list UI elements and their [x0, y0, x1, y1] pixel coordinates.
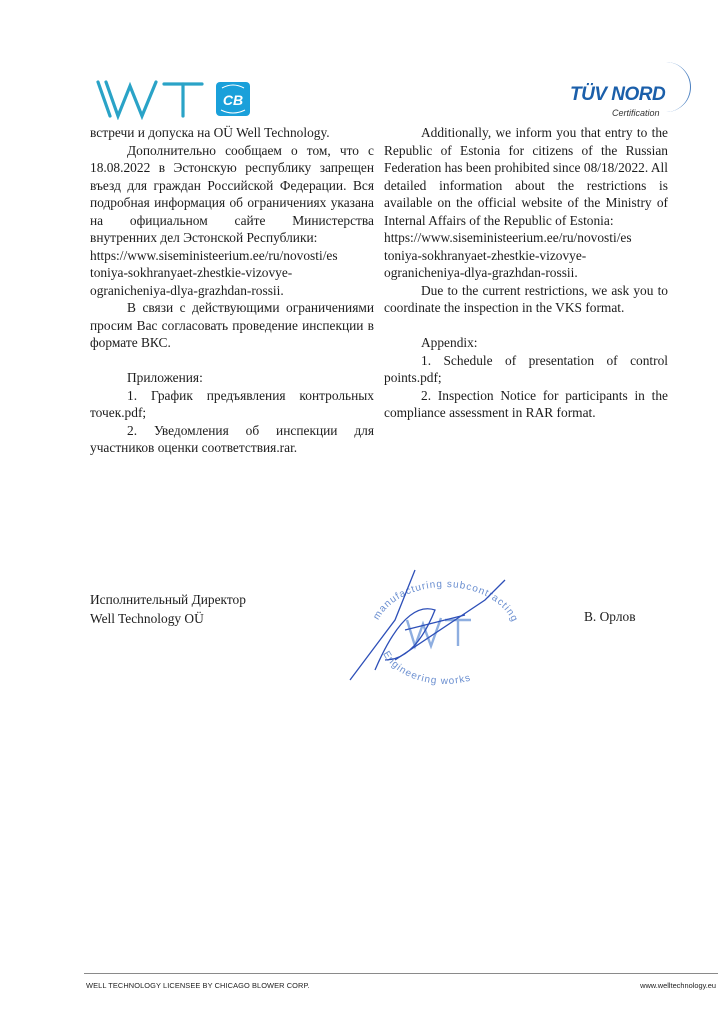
footer-license-text: WELL TECHNOLOGY LICENSEE BY CHICAGO BLOWER CORP. — [86, 981, 310, 990]
tuv-brand: TÜV NORD — [570, 84, 666, 105]
svg-text:Engineering works: Engineering works — [380, 649, 473, 687]
en-paragraph-2: Due to the current restrictions, we ask you to coordinate the inspection in the VKS format. — [384, 282, 668, 315]
signatory-block — [90, 590, 246, 628]
russian-column — [90, 124, 374, 457]
en-appendix-item-1: 1. Schedule of presentation of control points.pdf; — [384, 352, 668, 385]
ru-paragraph-2: В связи с действующими ограничениями просим Вас согласовать проведение инспекции в формате ВКС. — [90, 300, 374, 350]
signatory-title: Исполнительный Директор — [90, 592, 246, 607]
svg-text:CB: CB — [222, 92, 244, 108]
ru-url-line-3: ogranicheniya-dlya-grazhdan-rossii. — [90, 282, 284, 298]
ru-appendix-item-1: 1. График предъявления контрольных точек.pdf; — [90, 387, 374, 420]
ru-url-line-2: toniya-sokhranyaet-zhestkie-vizovye- — [90, 265, 293, 280]
en-url-line-3: ogranicheniya-dlya-grazhdan-rossii. — [384, 265, 578, 280]
en-appendix-title: Appendix: — [421, 335, 478, 350]
stamp-seal-icon — [345, 560, 545, 690]
well-technology-logo — [94, 78, 264, 120]
footer-divider — [84, 973, 718, 974]
tuv-nord-logo — [560, 62, 690, 122]
tuv-subtitle: Certification — [612, 108, 660, 118]
en-url-line-1: https://www.siseministeerium.ee/ru/novosti/es — [384, 230, 632, 245]
company-stamp — [345, 560, 545, 690]
en-appendix-item-2: 2. Inspection Notice for participants in the compliance assessment in RAR format. — [384, 387, 668, 420]
signatory-company: Well Technology OÜ — [90, 611, 204, 626]
ru-url-line-1: https://www.siseministeerium.ee/ru/novosti/es — [90, 247, 338, 263]
footer-website-link[interactable]: www.welltechnology.eu — [640, 981, 716, 990]
ru-paragraph-0: встречи и допуска на OÜ Well Technology. — [90, 125, 330, 140]
english-column — [384, 124, 668, 422]
ru-appendix-item-2: 2. Уведомления об инспекции для участников оценки соответствия.rar. — [90, 422, 374, 455]
ru-paragraph-1: Дополнительно сообщаем о том, что с 18.08.2022 в Эстонскую республику запрещен въезд для граждан Российской Федерации. Вся подробная информация об ограничениях указана на официальном сайте Министерства внутренних дел Эстонской Республики: — [90, 142, 374, 245]
ru-appendix-title: Приложения: — [127, 370, 203, 385]
svg-text:manufacturing subcontracting: manufacturing subcontracting — [371, 578, 521, 625]
wt-logo-icon — [94, 78, 264, 120]
en-paragraph-1: Additionally, we inform you that entry to the Republic of Estonia for citizens of the Russian Federation has been prohibited since 08/18/2022. All detailed information about the restrictions is available on the official website of the Ministry of Internal Affairs of the Republic of Estonia: — [384, 125, 668, 228]
signatory-name: В. Орлов — [584, 609, 636, 624]
en-url-line-2: toniya-sokhranyaet-zhestkie-vizovye- — [384, 247, 587, 263]
